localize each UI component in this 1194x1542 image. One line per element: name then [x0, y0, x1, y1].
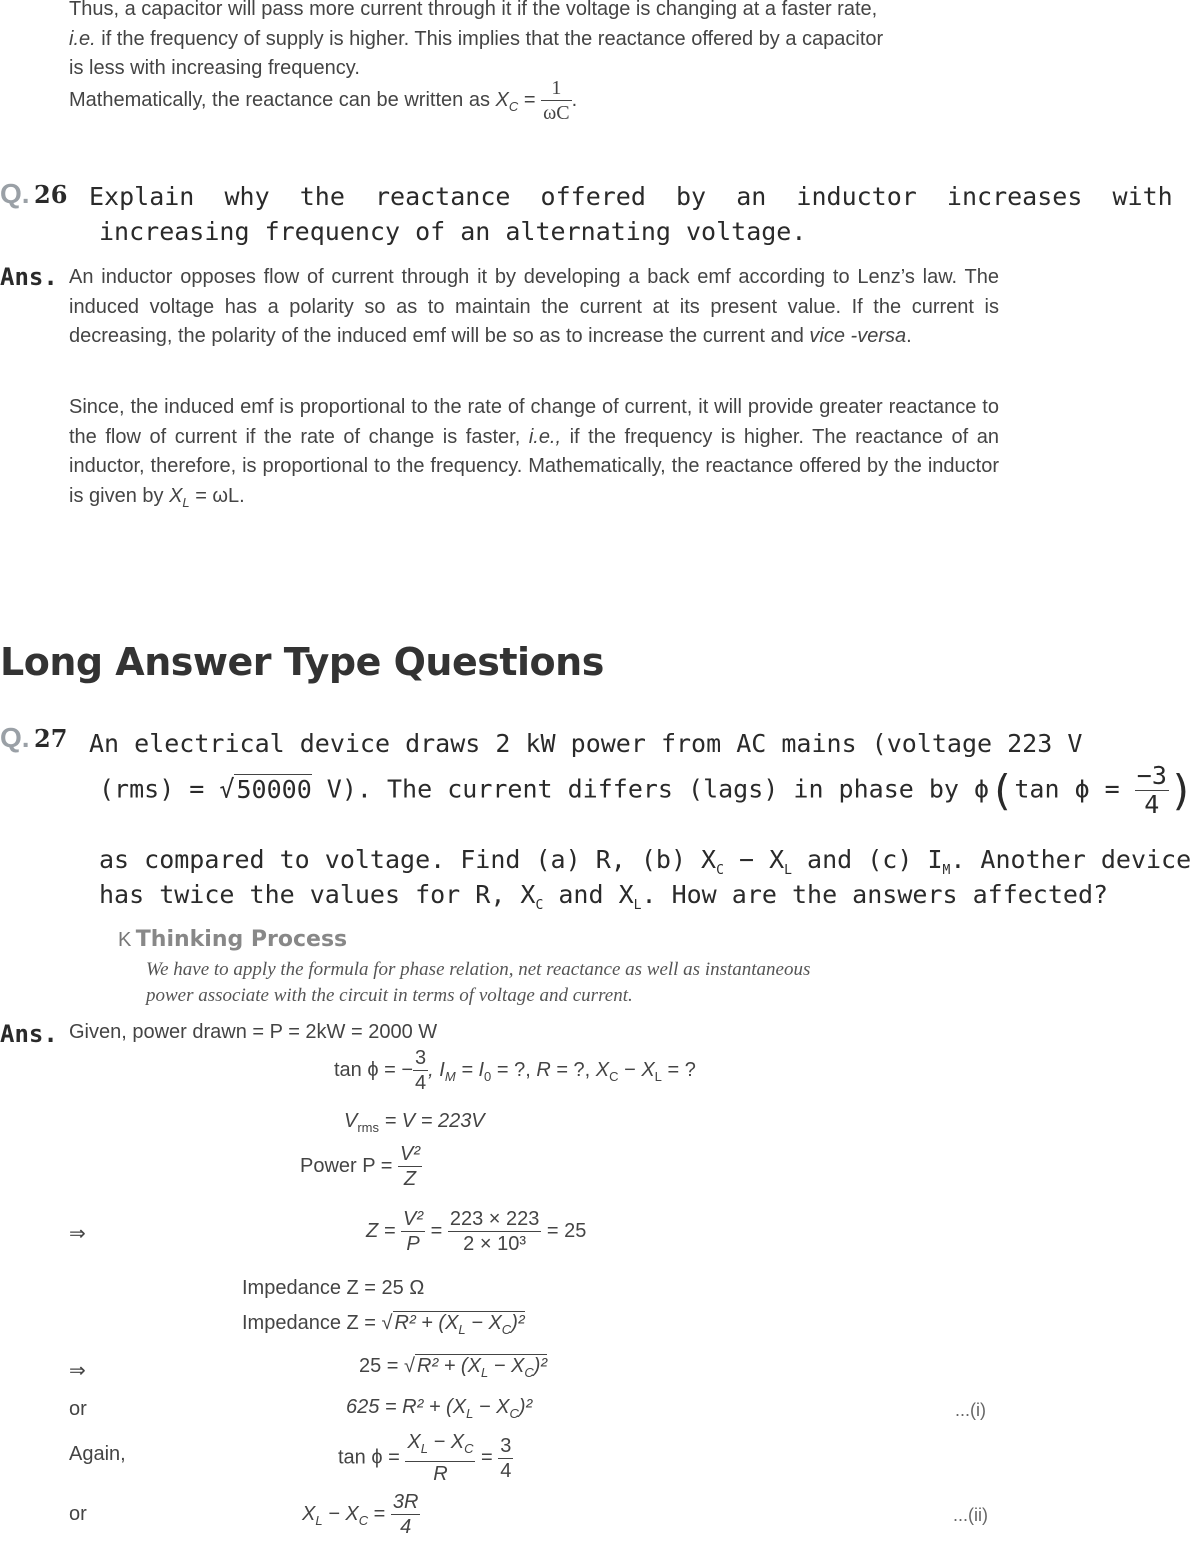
- given-line: Given, power drawn = P = 2kW = 2000 W: [69, 1021, 438, 1043]
- question-27-line-4: has twice the values for R, $X_C$ and $X_L$. How are the answers affected?: [99, 880, 1109, 913]
- fraction: $\frac{3R}{4}$: [392, 1491, 419, 1538]
- question-26-title-line-2: increasing frequency of an alternating voltage.: [99, 217, 807, 246]
- answer-label: Ans.: [0, 1020, 58, 1048]
- equation-i: $625 = R^2 + (X_L - X_C)^2$: [346, 1396, 533, 1421]
- equation-ref-ii: ...(ii): [953, 1505, 988, 1525]
- thinking-process-box: [118, 927, 347, 952]
- or-label: or: [69, 1398, 87, 1420]
- question-mark: Q.: [0, 178, 30, 209]
- question-27-line-2: (rms) = √50000 V). The current differs (lags) in phase by ϕ(tan ϕ = $\frac{-3}{4}$ ): [99, 761, 1194, 819]
- question-26-title-line-1: Explain why the reactance offered by an inductor increases with: [89, 182, 1173, 211]
- fraction: $\frac{-3}{4}$: [1136, 761, 1167, 819]
- impedance-formula: Impedance Z = √ $R^2 + (X_L - X_C)^2$: [242, 1312, 525, 1337]
- question-27-line-3: as compared to voltage. Find (a) R, (b) $X_C - X_L$ and (c) $I_M$. Another device: [99, 845, 1192, 878]
- prev-line-2: i.e. if the frequency of supply is higher. This implies that the reactance offered by a capacitor: [69, 27, 884, 50]
- prev-line-1: Thus, a capacitor will pass more current through it if the voltage is changing at a faster rate,: [69, 0, 878, 20]
- tan-phi-equation: tan ϕ = $\frac{X_L - X_C}{R}$ = $\frac{3}{4}$: [338, 1431, 512, 1485]
- prev-line-3: is less with increasing frequency.: [69, 57, 360, 79]
- again-label: Again,: [69, 1443, 126, 1465]
- answer-26-paragraph-1: An inductor opposes flow of current through it by developing a back emf according to Lenz’s law. The induced voltage has a polarity so as to maintain the current at its present value. If the current is decreasing, the polarity of the induced emf will be so as to increase the current and vice -versa.: [69, 266, 999, 347]
- given-equations: tan ϕ = − $\frac{3}{4}$ , $I_M = I_0$ = ?, R = ?, $X_C - X_L$ = ?: [334, 1047, 696, 1094]
- equation-ref-i: ...(i): [955, 1400, 986, 1420]
- implies-arrow: ⇒: [69, 1223, 86, 1245]
- question-27-number: Q. 27: [0, 722, 68, 753]
- power-equation: Power P = $\frac{\text{V²}}{Z}$: [300, 1143, 421, 1190]
- fraction: $\frac{\text{V²}}{Z}$: [400, 1143, 421, 1190]
- impedance-calculation: Z = $\frac{\text{V²}}{P}$ = $\frac{223 \times 223}{\text{2 × 10³}}$ = 25: [366, 1208, 587, 1255]
- implies-arrow: ⇒: [69, 1360, 86, 1382]
- prev-answer-text: [69, 0, 999, 84]
- or-label: or: [69, 1503, 87, 1525]
- question-27-line-1: An electrical device draws 2 kW power from AC mains (voltage 223 V: [89, 729, 1083, 758]
- fraction: $\frac{X_L - X_C}{R}$: [407, 1431, 474, 1485]
- vrms-equation: $V_{rms} = V = 223V$: [344, 1110, 485, 1135]
- thinking-process-body: We have to apply the formula for phase relation, net reactance as well as instantaneous power associate with the circuit in terms of voltage and current.: [146, 959, 811, 1006]
- answer-26-paragraph-2: Since, the induced emf is proportional to the rate of change of current, it will provide greater reactance to the flow of current if the rate of change is faster, i.e., if the frequency is higher. The reactance of an inductor, therefore, is proportional to the frequency. Mathematically, the reactance offered by the inductor is given by $X_L = \omega L$.: [69, 396, 999, 510]
- answer-label: Ans.: [0, 263, 58, 291]
- section-heading: Long Answer Type Questions: [0, 640, 604, 684]
- thinking-process-icon: K: [118, 929, 132, 951]
- question-number: 26: [34, 180, 68, 209]
- impedance-substitution: 25 = √ $R^2 + (X_L - X_C)^2$: [359, 1355, 548, 1380]
- capacitor-reactance-formula: Mathematically, the reactance can be written as $X_C$ = $\frac{1}{\omega C}$ .: [69, 77, 578, 124]
- fraction: $\frac{3}{4}$: [415, 1047, 427, 1094]
- fraction: $\frac{3}{4}$: [500, 1434, 512, 1482]
- equation-ii: $X_L - X_C$ = $\frac{3R}{4}$: [302, 1491, 419, 1538]
- impedance-value: Impedance Z = 25 Ω: [242, 1277, 425, 1299]
- fraction: $\frac{223 \times 223}{\text{2 × 10³}}$: [449, 1208, 540, 1255]
- fraction: $\frac{\text{V²}}{P}$: [403, 1208, 424, 1255]
- fraction: $\frac{1}{\omega C}$: [543, 77, 570, 124]
- thinking-process-title: Thinking Process: [135, 927, 348, 952]
